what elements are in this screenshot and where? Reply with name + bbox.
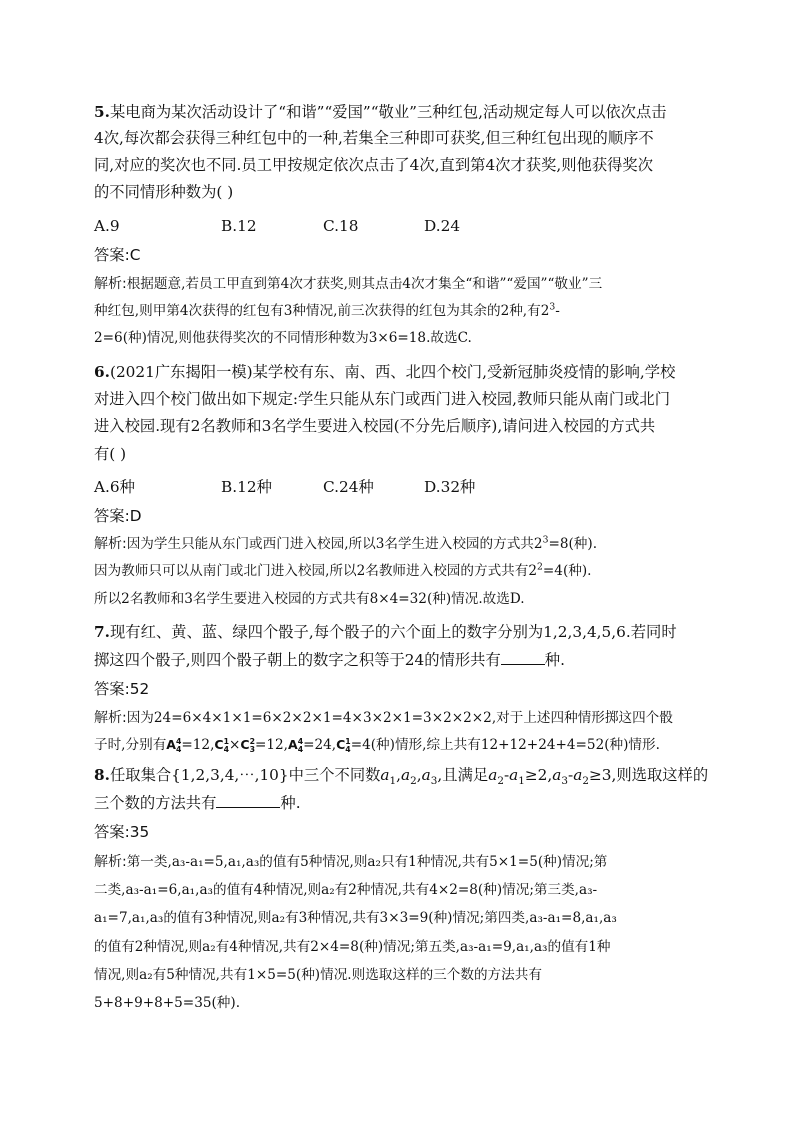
q5-line-4: 的不同情形种数为( ): [94, 183, 234, 201]
comb-c14: C 1 4: [214, 737, 229, 754]
q5-number: 5.: [94, 103, 110, 121]
q6-line-2: 对进入四个校门做出如下规定:学生只能从东门或西门进入校园,教师只能从南门或北门: [94, 390, 671, 408]
q5-option-d: D.24: [424, 217, 461, 235]
q5-line-2: 4次,每次都会获得三种红包中的一种,若集全三种即可获奖,但三种红包出现的顺序不: [94, 129, 654, 147]
q8-explanation-line-3: a₁=7,a₁,a₃的值有3种情况,则a₂有3种情况,共有3×3=9(种)情况;第四类,a₃-a₁=8,a₁,a₃: [94, 910, 617, 926]
q8-explanation-line-1: 解析:第一类,a₃-a₁=5,a₁,a₃的值有5种情况,则a₂只有1种情况,共有5×1=5(种)情况;第: [94, 854, 608, 870]
q5-option-a: A.9: [94, 217, 120, 235]
q8-explanation-line-2: 二类,a₃-a₁=6,a₁,a₃的值有4种情况,则a₂有2种情况,共有4×2=8(种)情况;第三类,a₃-: [94, 882, 598, 898]
q7-explanation-line-1: 解析:因为24=6×4×1×1=6×2×2×1=4×3×2×1=3×2×2×2,对于上述四种情形掷这四个骰: [94, 710, 673, 726]
q6-option-d: D.32种: [424, 478, 476, 496]
q7-line-2: 掷这四个骰子,则四个骰子朝上的数字之积等于24的情形共有 种.: [94, 651, 565, 669]
perm-a44-2: A 4 4: [288, 737, 304, 754]
q8-line-2: 三个数的方法共有 种.: [94, 794, 301, 812]
q6-explanation-line-1: 解析:因为学生只能从东门或西门进入校园,所以3名学生进入校园的方式共$2^3=8$(种).: [94, 534, 598, 552]
q6-line-3: 进入校园.现有2名教师和3名学生要进入校园(不分先后顺序),请问进入校园的方式共: [94, 417, 656, 435]
q6-option-c: C.24种: [323, 478, 374, 496]
q5-explanation-line-2: 种红包,则甲第4次获得的红包有3种情况,前三次获得的红包为其余的2种,有$2^3-$: [94, 301, 560, 319]
q5-answer: 答案:C: [94, 246, 141, 264]
q8-answer: 答案:35: [94, 823, 150, 841]
q7-line-1: 7.现有红、黄、蓝、绿四个骰子,每个骰子的六个面上的数字分别为1,2,3,4,5,6.若同时: [94, 623, 677, 641]
q8-number: 8.: [94, 766, 110, 784]
q5-explanation-line-1: 解析:根据题意,若员工甲直到第4次才获奖,则其点击4次才集全“和谐”“爱国”“敬业”三: [94, 276, 603, 292]
q6-line-1: 6.(2021广东揭阳一模)某学校有东、南、西、北四个校门,受新冠肺炎疫情的影响,学校: [94, 363, 676, 381]
comb-c14-2: C 1 4: [336, 737, 351, 754]
q7-number: 7.: [94, 623, 110, 641]
perm-a44: A 4 4: [166, 737, 182, 754]
q7-answer: 答案:52: [94, 680, 150, 698]
q5-option-c: C.18: [323, 217, 359, 235]
q6-number: 6.: [94, 363, 110, 381]
q6-line-4: 有( ): [94, 445, 127, 463]
q8-explanation-line-4: 的值有2种情况,则a₂有4种情况,共有2×4=8(种)情况;第五类,a₃-a₁=9,a₁,a₃的值有1种: [94, 939, 611, 955]
q8-explanation-line-6: 5+8+9+8+5=35(种).: [94, 995, 241, 1011]
q6-option-b: B.12种: [221, 478, 272, 496]
q5-line-3: 同,对应的奖次也不同.员工甲按规定依次点击了4次,直到第4次才获奖,则他获得奖次: [94, 156, 654, 174]
q5-explanation-line-3: 2=6(种)情况,则他获得奖次的不同情形种数为3×6=18.故选C.: [94, 330, 472, 346]
q8-line-1: 8.任取集合{1,2,3,4,⋯,10}中三个不同数$a_1,a_2,a_3$,且满足$a_2-a_1\ge 2,a_3-a_2\ge 3$,则选取这样的: [94, 766, 709, 788]
q8-explanation-line-5: 情况,则a₂有5种情况,共有1×5=5(种)情况.则选取这样的三个数的方法共有: [94, 967, 542, 983]
q6-explanation-line-2: 因为教师只可以从南门或北门进入校园,所以2名教师进入校园的方式共有$2^2=4$(种).: [94, 561, 592, 579]
q6-explanation-line-3: 所以2名教师和3名学生要进入校园的方式共有8×4=32(种)情况.故选D.: [94, 591, 525, 607]
q8-answer-blank: [216, 793, 280, 808]
comb-c23: C 2 3: [240, 737, 255, 754]
q5-line-1: 5.某电商为某次活动设计了“和谐”“爱国”“敬业”三种红包,活动规定每人可以依次点击: [94, 103, 667, 121]
q6-answer: 答案:D: [94, 507, 142, 525]
q7-answer-blank: [501, 650, 545, 665]
q6-option-a: A.6种: [94, 478, 135, 496]
q5-option-b: B.12: [221, 217, 257, 235]
q7-explanation-line-2: 子时,分别有A 4 4 =12,C 1 4 ×C 2 3 =12,A 4 4 =24,C 1 4 =4(种)情形,综上共有12+12+24+4=52(种)情形.: [94, 737, 660, 754]
